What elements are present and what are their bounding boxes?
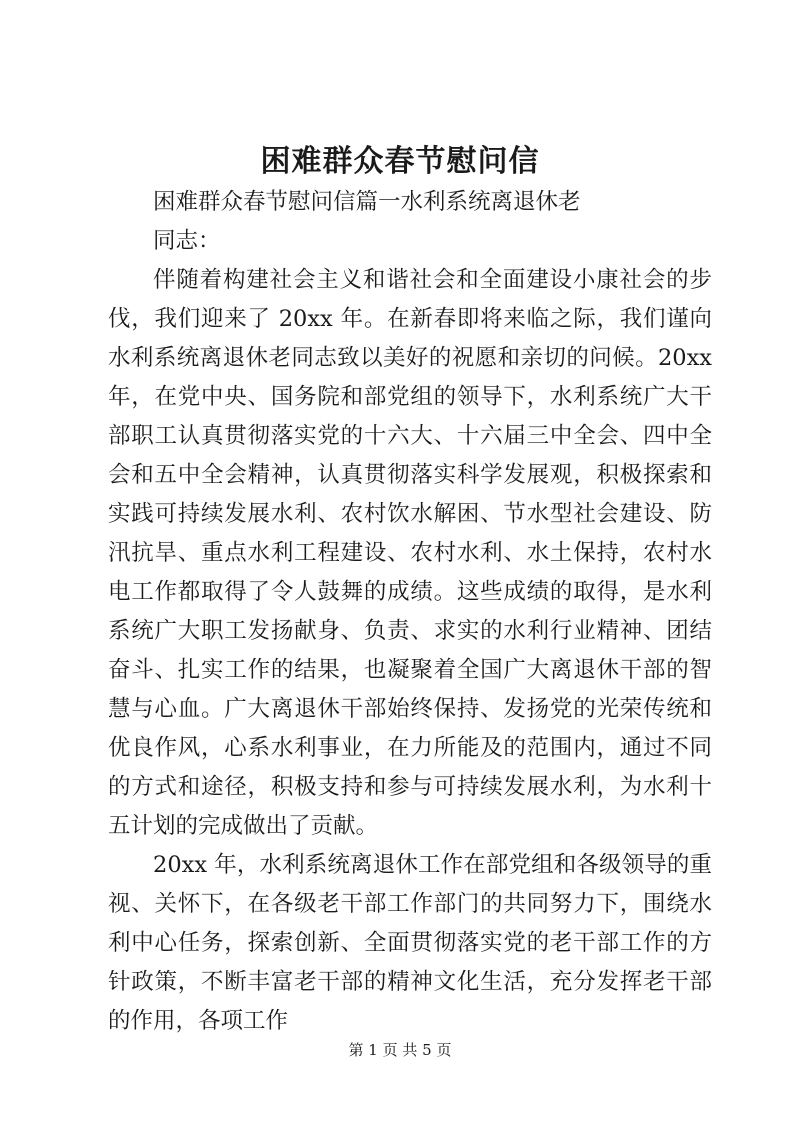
document-body [108,183,712,1041]
paragraph-body: 伴随着构建社会主义和谐社会和全面建设小康社会的步伐，我们迎来了 20xx 年。在新春即将来临之际，我们谨向水利系统离退休老同志致以美好的祝愿和亲切的问候。20xx 年，在党中央、国务院和部党组的领导下，水利系统广大干部职工认真贯彻落实党的十六大、十六届三中全会、四中全会和五中全会精神，认真贯彻落实科学发展观，积极探索和实践可持续发展水利、农村饮水解困、节水型社会建设、防汛抗旱、重点水利工程建设、农村水利、水土保持，农村水电工作都取得了令人鼓舞的成绩。这些成绩的取得，是水利系统广大职工发扬献身、负责、求实的水利行业精神、团结奋斗、扎实工作的结果，也凝聚着全国广大离退休干部的智慧与心血。广大离退休干部始终保持、发扬党的光荣传统和优良作风，心系水利事业，在力所能及的范围内，通过不同的方式和途径，积极支持和参与可持续发展水利，为水利十五计划的完成做出了贡献。 [108,267,712,839]
paragraph-salutation: 同志： [153,228,221,254]
paragraph-body: 20xx 年，水利系统离退休工作在部党组和各级领导的重视、关怀下，在各级老干部工作部门的共同努力下，围绕水利中心任务，探索创新、全面贯彻落实党的老干部工作的方针政策，不断丰富老干部的精神文化生活，充分发挥老干部的作用，各项工作 [108,852,712,1034]
page-number-footer: 第 1 页 共 5 页 [348,1041,452,1059]
document-title: 困难群众春节慰问信 [260,144,540,179]
paragraph-subtitle: 困难群众春节慰问信篇一水利系统离退休老 [153,189,581,215]
